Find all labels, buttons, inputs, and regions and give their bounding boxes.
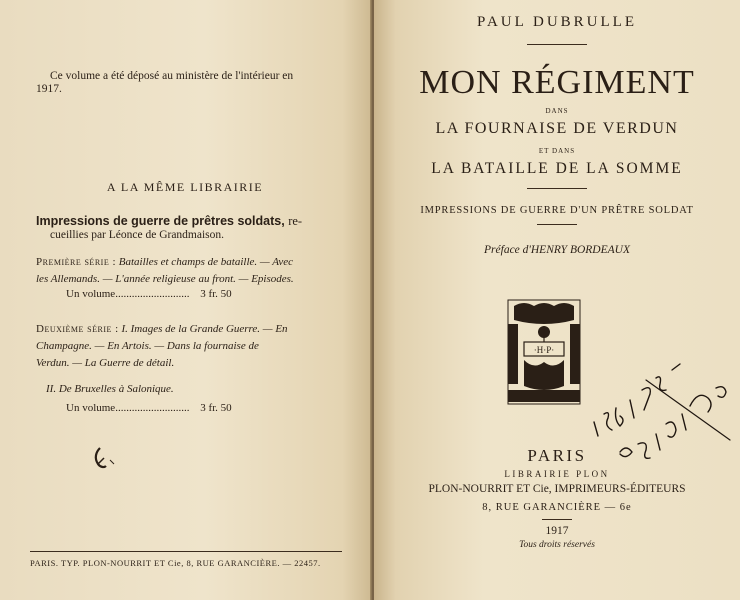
subtitle-verdun: LA FOURNAISE DE VERDUN: [435, 120, 679, 137]
footer-rule: [30, 551, 342, 552]
conjunction-dans: DANS: [545, 107, 569, 115]
volume-label: Un volume: [66, 402, 116, 414]
deposit-notice-line2: 1917.: [36, 83, 62, 95]
book-subtitle: cueillies par Léonce de Grandmaison.: [50, 229, 225, 241]
volume-price: 3 fr. 50: [200, 402, 232, 414]
conjunction-et-dans: ET DANS: [538, 147, 576, 155]
series2-line2: Champagne. — En Artois. — Dans la fournaise de: [36, 340, 259, 352]
publisher-emblem-icon: [504, 298, 584, 406]
deposit-notice: [36, 70, 336, 96]
volume-price-line-1: [66, 288, 306, 300]
subtitle-somme: LA BATAILLE DE LA SOMME: [431, 160, 683, 177]
publication-city: PARIS: [527, 446, 587, 465]
series1-block: [36, 254, 336, 288]
publisher-address: 8, RUE GARANCIÈRE — 6e: [482, 502, 632, 513]
handwritten-annotation-icon: [586, 360, 736, 470]
series1-line2: les Allemands. — L'année religieuse au front. — Episodes.: [36, 273, 294, 285]
volume-label: Un volume: [66, 288, 116, 300]
deposit-notice-line1: Ce volume a été déposé au ministère de l'intérieur en: [50, 70, 294, 82]
right-page: [374, 0, 740, 600]
series2-part2: II. De Bruxelles à Salonique.: [46, 383, 174, 395]
ink-stamp-mark: [90, 444, 120, 474]
svg-text:·H·P·: ·H·P·: [533, 345, 555, 355]
divider-rule: [537, 224, 577, 225]
printer-imprint: PARIS. TYP. PLON-NOURRIT ET Cie, 8, RUE GARANCIÈRE. — 22457.: [30, 558, 321, 568]
same-library-heading: A LA MÊME LIBRAIRIE: [106, 180, 264, 194]
series2-line3: Verdun. — La Guerre de détail.: [36, 357, 175, 369]
series1-line1: Batailles et champs de bataille. — Avec: [118, 256, 293, 268]
volume-dots: ...........................: [115, 402, 190, 414]
volume-price-line-2: [66, 402, 306, 414]
book-title-text: Impressions de guerre de prêtres soldats,: [36, 214, 285, 228]
book-title: [36, 214, 336, 229]
volume-price: 3 fr. 50: [200, 288, 232, 300]
divider-rule: [542, 519, 572, 520]
series1-label: Première série :: [36, 256, 117, 268]
series2-block: [36, 321, 336, 372]
series2-label: Deuxième série :: [36, 323, 119, 335]
publication-year: 1917: [545, 525, 569, 537]
book-main-title: MON RÉGIMENT: [419, 64, 695, 101]
book-title-cont: re-: [288, 214, 303, 228]
publisher-line1: LIBRAIRIE PLON: [504, 469, 610, 479]
author-name: PAUL DUBRULLE: [477, 14, 637, 30]
preface-credit: Préface d'HENRY BORDEAUX: [484, 244, 630, 256]
descriptor-line: IMPRESSIONS DE GUERRE D'UN PRÊTRE SOLDAT: [420, 205, 694, 216]
volume-dots: ...........................: [115, 288, 190, 300]
divider-rule: [527, 188, 587, 189]
publisher-line2: PLON-NOURRIT ET Cie, IMPRIMEURS-ÉDITEURS: [428, 483, 686, 495]
divider-rule: [527, 44, 587, 45]
rights-notice: Tous droits réservés: [519, 540, 595, 550]
series2-line1: I. Images de la Grande Guerre. — En: [121, 323, 288, 335]
